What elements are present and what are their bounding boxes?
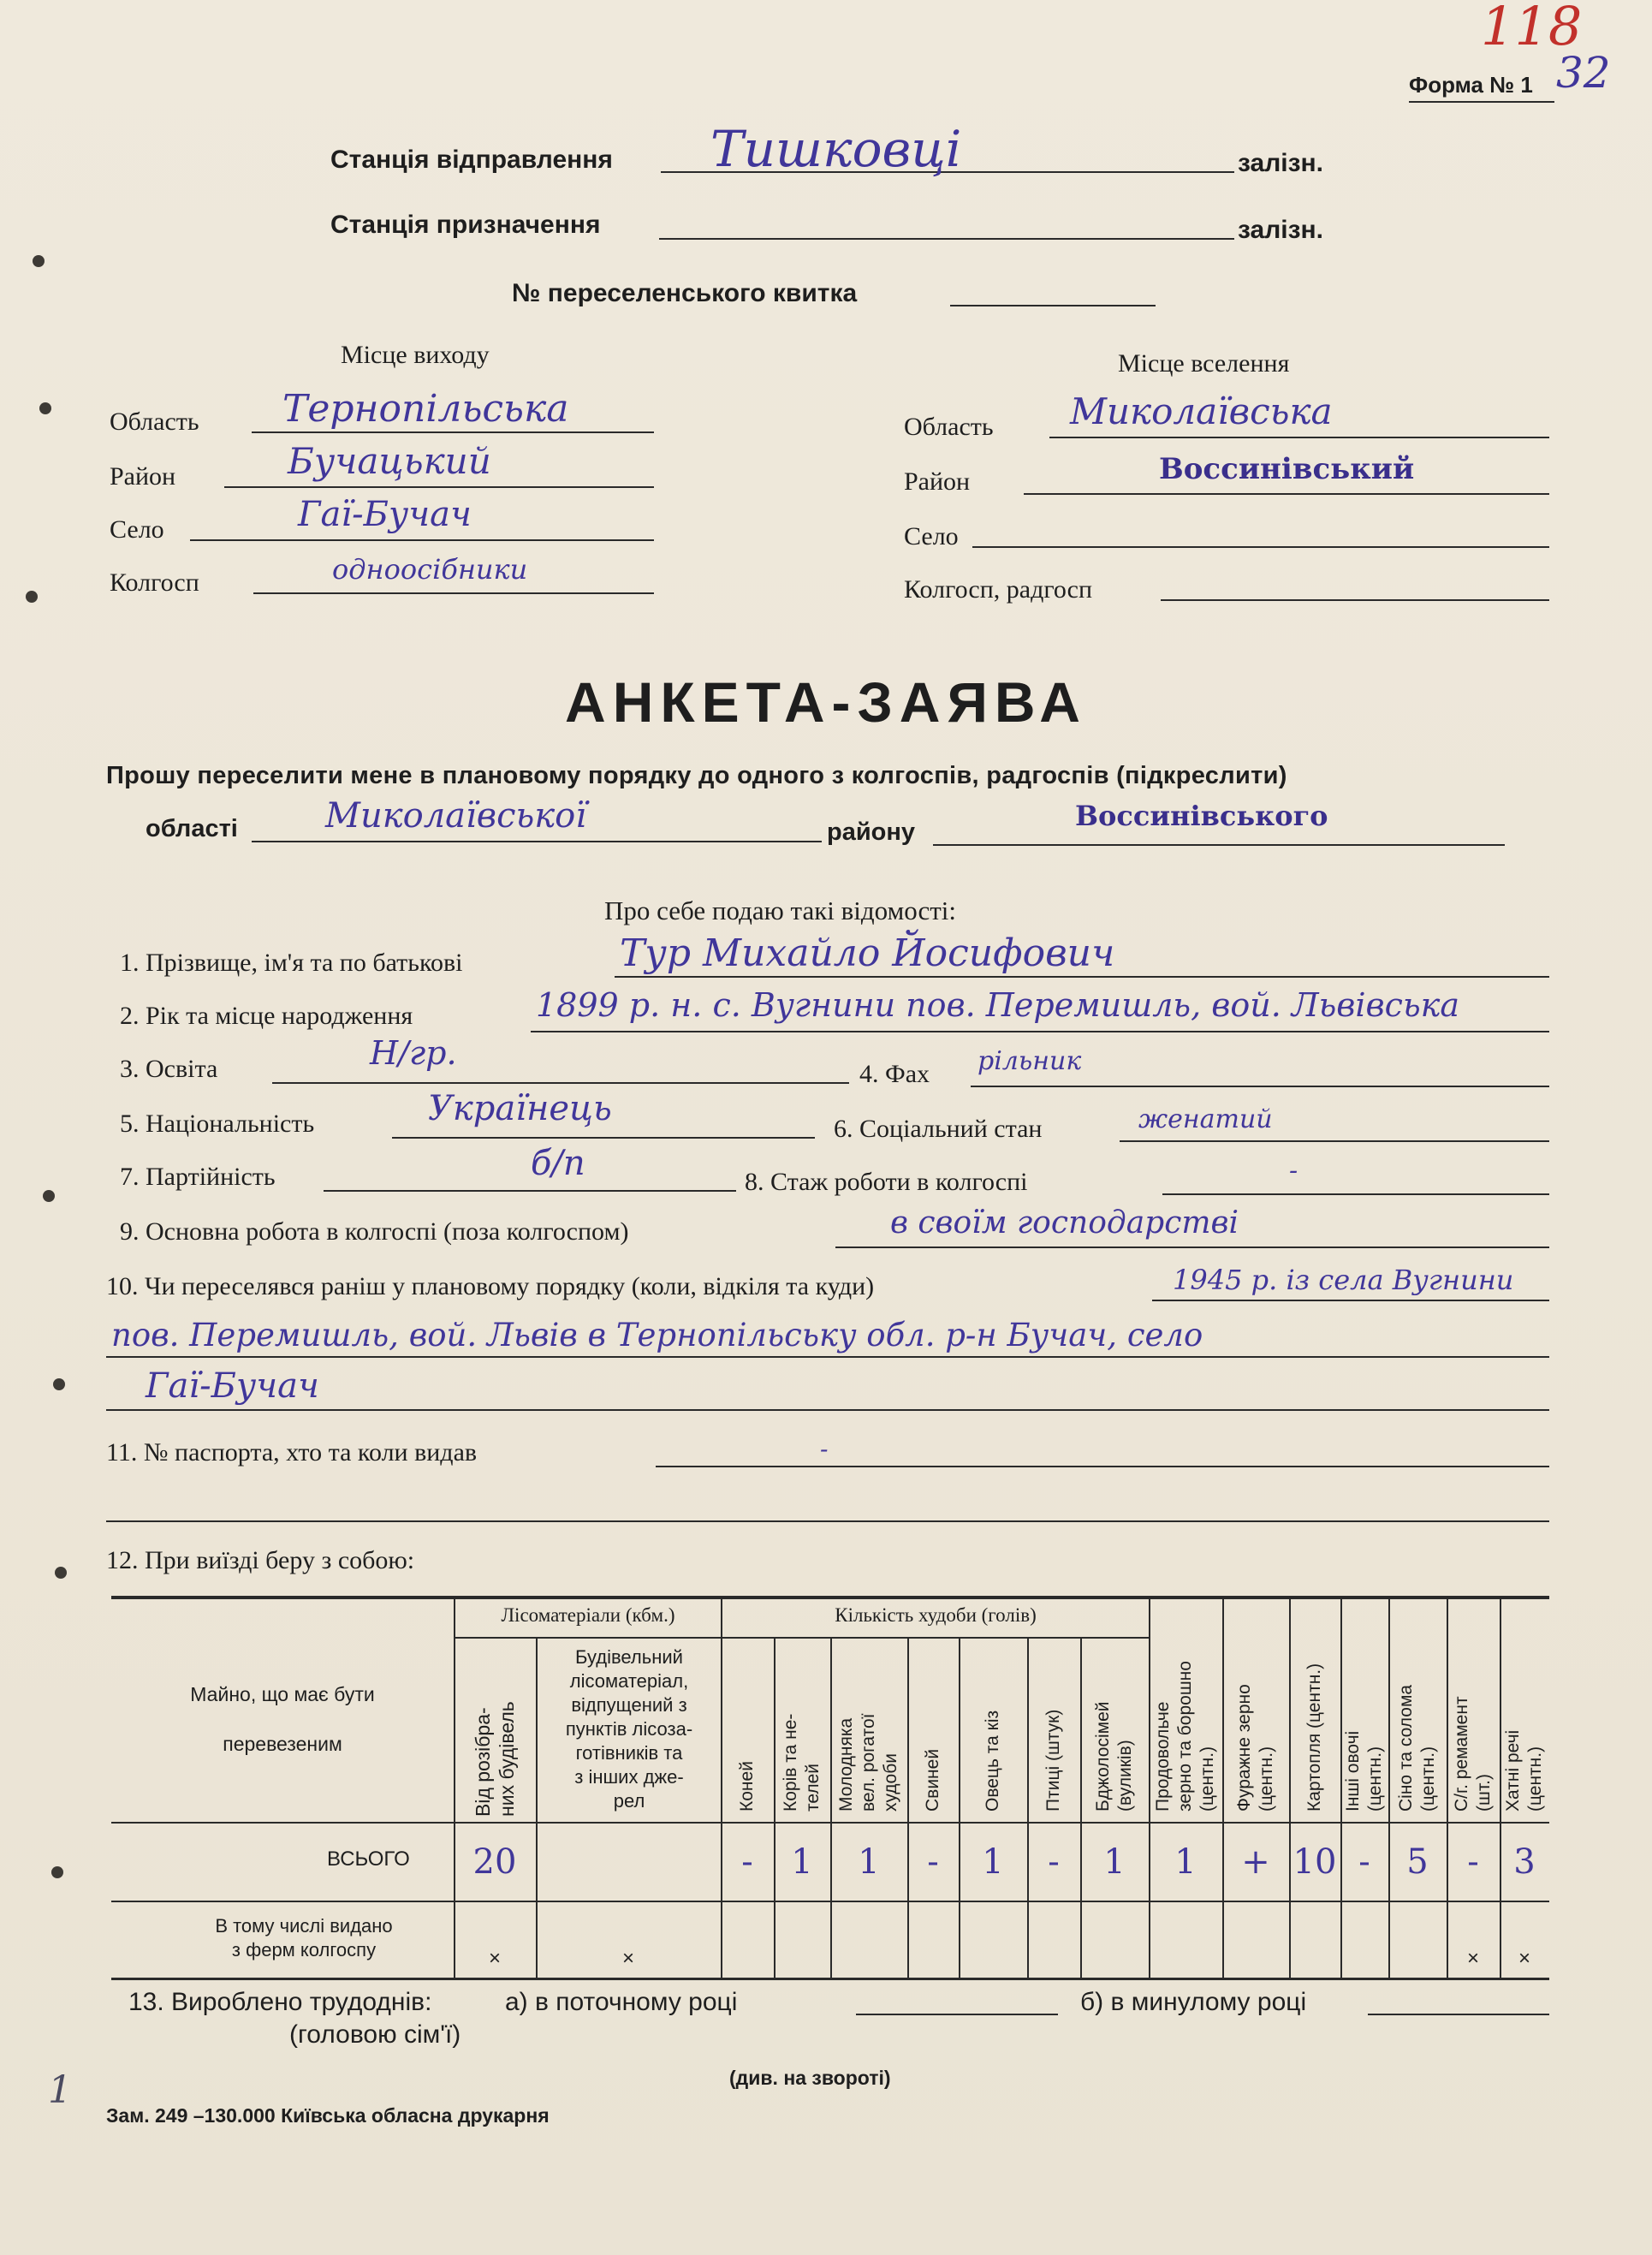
table-col-header-other-4 bbox=[1388, 1598, 1447, 1817]
destination-oblast-label: Область bbox=[904, 413, 994, 441]
header-line: (вуликів) bbox=[1115, 1740, 1135, 1812]
field-8-value: - bbox=[1289, 1156, 1298, 1186]
header-line: з інших дже- bbox=[574, 1766, 684, 1788]
field-12-label: 12. При виїзді беру з собою: bbox=[106, 1546, 415, 1574]
field-10-line-2 bbox=[106, 1356, 1549, 1358]
table-cell-row_total: 1 bbox=[791, 1842, 813, 1882]
archive-number-top: 118 bbox=[1481, 0, 1583, 57]
field-9-value: в своїм господарстві bbox=[890, 1205, 1239, 1241]
ticket-line bbox=[950, 305, 1156, 306]
request-raion-label: району bbox=[827, 818, 916, 846]
table-cell-row_total: - bbox=[1048, 1842, 1060, 1882]
punch-hole bbox=[55, 1567, 67, 1579]
field-11-line-2 bbox=[106, 1520, 1549, 1522]
request-oblast-value: Миколаївської bbox=[325, 796, 587, 836]
punch-hole bbox=[39, 402, 51, 414]
origin-kolhosp-label: Колгосп bbox=[110, 568, 199, 597]
header-line: Фуражне зерно bbox=[1234, 1684, 1254, 1812]
header-line: телей bbox=[803, 1763, 823, 1812]
field-7-label: 7. Партійність bbox=[120, 1163, 276, 1191]
field-6-value: женатий bbox=[1138, 1104, 1273, 1134]
header-line: худоби bbox=[881, 1753, 900, 1812]
origin-selo-label: Село bbox=[110, 515, 164, 544]
table-col-header-text bbox=[1451, 1601, 1495, 1812]
field-10-value-2: пов. Перемишль, вой. Львів в Тернопільську обл. р-н Бучач, село bbox=[111, 1317, 1203, 1354]
destination-selo-line bbox=[972, 546, 1549, 548]
destination-raion-label: Район bbox=[904, 467, 971, 496]
field-8-label: 8. Стаж роботи в колгоспі bbox=[745, 1168, 1028, 1196]
table-cell-row_total: 3 bbox=[1513, 1842, 1536, 1882]
workdays-sub-label: (головою сім'ї) bbox=[289, 2020, 461, 2049]
table-main-header-line: перевезеним bbox=[223, 1733, 342, 1755]
punch-hole bbox=[26, 591, 38, 603]
field-10-line-1 bbox=[1152, 1300, 1549, 1301]
header-line: Коней bbox=[737, 1761, 757, 1812]
workdays-previous-label: б) в минулому році bbox=[1080, 1988, 1307, 2016]
header-line: Свиней bbox=[923, 1748, 942, 1812]
table-cell-row_total: - bbox=[927, 1842, 939, 1882]
field-10-value-3: Гаї-Бучач bbox=[146, 1366, 319, 1406]
field-11-label: 11. № паспорта, хто та коли видав bbox=[106, 1438, 478, 1467]
header-line: Корів та не- bbox=[781, 1713, 800, 1812]
header-line: вел. рогатої bbox=[859, 1713, 878, 1812]
table-col-header-text bbox=[1233, 1601, 1278, 1812]
form-number-underline bbox=[1409, 101, 1554, 103]
table-col-header-text bbox=[1092, 1642, 1137, 1812]
table-cell-row_total: 1 bbox=[982, 1842, 1004, 1882]
table-cell-row_total: 1 bbox=[858, 1842, 880, 1882]
table-col-header-other-2 bbox=[1289, 1598, 1340, 1817]
origin-selo-value: Гаї-Бучач bbox=[298, 495, 472, 534]
destination-raion-line bbox=[1024, 493, 1549, 495]
table-col-header-livestock-1 bbox=[774, 1639, 830, 1817]
origin-raion-label: Район bbox=[110, 462, 176, 491]
table-cell-row_total: 1 bbox=[1174, 1842, 1197, 1882]
header-line: Від розібра- bbox=[472, 1707, 494, 1817]
header-line: рел bbox=[613, 1790, 645, 1812]
header-line: (центн.) bbox=[1257, 1746, 1276, 1812]
header-line: Овець та кіз bbox=[983, 1710, 1002, 1812]
header-line: Бджолосімей bbox=[1093, 1701, 1113, 1812]
table-cell-row_total: + bbox=[1241, 1842, 1270, 1882]
workdays-current-line bbox=[856, 2014, 1058, 2015]
field-10-label: 10. Чи переселявся раніш у плановому порядку (коли, відкіля та куди) bbox=[106, 1272, 875, 1300]
departure-station-value: Тишковці bbox=[710, 120, 962, 178]
field-4-value: рільник bbox=[978, 1046, 1082, 1076]
field-6-line bbox=[1120, 1140, 1549, 1142]
destination-heading: Місце вселення bbox=[1118, 349, 1290, 378]
table-row-farm-label bbox=[171, 1914, 437, 1962]
origin-oblast-line bbox=[252, 431, 654, 433]
table-cell-row_farm: × bbox=[488, 1947, 501, 1970]
destination-selo-label: Село bbox=[904, 522, 959, 550]
table-col-header-other-1 bbox=[1222, 1598, 1289, 1817]
row-label-line: В тому числі видано bbox=[215, 1915, 393, 1937]
table-col-header-text bbox=[982, 1642, 1004, 1812]
destination-kolhosp-label: Колгосп, радгосп bbox=[904, 575, 1093, 604]
field-11-line-1 bbox=[656, 1466, 1549, 1467]
punch-hole bbox=[43, 1190, 55, 1202]
table-col-header-text bbox=[736, 1642, 758, 1812]
header-line: готівників та bbox=[575, 1742, 683, 1764]
header-line: (центн.) bbox=[1365, 1746, 1385, 1812]
field-10-value-1: 1945 р. із села Вугнини bbox=[1173, 1264, 1514, 1296]
table-bottom-border bbox=[111, 1978, 1549, 1980]
destination-kolhosp-line bbox=[1161, 599, 1549, 601]
request-text: Прошу переселити мене в плановому порядку до одного з колгоспів, радгоспів (підкреслити) bbox=[106, 762, 1287, 789]
table-cell-row_total: - bbox=[1467, 1842, 1479, 1882]
field-8-line bbox=[1162, 1193, 1549, 1195]
header-line: Птиці (штук) bbox=[1043, 1709, 1063, 1812]
turn-over-note: (див. на звороті) bbox=[729, 2067, 891, 2089]
table-cell-row_farm: × bbox=[1466, 1947, 1479, 1970]
field-5-value: Українець bbox=[428, 1089, 612, 1128]
field-3-value: Н/гр. bbox=[370, 1034, 457, 1072]
info-heading: Про себе подаю такі відомості: bbox=[604, 895, 957, 925]
row-label-line: з ферм колгоспу bbox=[231, 1939, 377, 1960]
form-title: АНКЕТА-ЗАЯВА bbox=[565, 670, 1087, 734]
origin-oblast-value: Тернопільська bbox=[282, 387, 569, 431]
table-col-header-text bbox=[471, 1642, 519, 1817]
destination-station-label: Станція призначення bbox=[330, 211, 601, 239]
header-line: пунктів лісоза- bbox=[565, 1718, 693, 1740]
header-line: Хатні речі bbox=[1503, 1729, 1523, 1812]
destination-railway-suffix: залізн. bbox=[1238, 216, 1323, 244]
field-2-label: 2. Рік та місце народження bbox=[120, 1002, 413, 1030]
archive-number-side: 32 bbox=[1556, 48, 1611, 98]
table-cell-row_total: 5 bbox=[1406, 1842, 1429, 1882]
origin-heading: Місце виходу bbox=[341, 341, 490, 369]
workdays-label: 13. Вироблено трудоднів: bbox=[128, 1988, 432, 2016]
header-line: Продовольче bbox=[1153, 1701, 1173, 1812]
table-cell-row_total: - bbox=[741, 1842, 753, 1882]
header-line: Картопля (центн.) bbox=[1304, 1663, 1324, 1812]
table-main-header bbox=[128, 1669, 437, 1769]
workdays-current-label: а) в поточному році bbox=[505, 1988, 738, 2016]
table-col-header-livestock-4 bbox=[959, 1639, 1027, 1817]
origin-kolhosp-line bbox=[253, 592, 654, 594]
request-raion-line bbox=[933, 844, 1505, 846]
punch-hole bbox=[53, 1378, 65, 1390]
request-oblast-line bbox=[252, 841, 822, 842]
header-line: (центн.) bbox=[1197, 1746, 1217, 1812]
header-line: лісоматеріал, bbox=[569, 1670, 689, 1692]
table-col-header-timber-2 bbox=[538, 1645, 721, 1813]
header-line: Молодняка bbox=[836, 1717, 856, 1812]
field-10-line-3 bbox=[106, 1409, 1549, 1411]
table-cell-row_total: 10 bbox=[1292, 1842, 1337, 1882]
header-line: (центн.) bbox=[1525, 1746, 1545, 1812]
field-2-value: 1899 р. н. с. Вугнини пов. Перемишль, вой. Львівська bbox=[536, 986, 1459, 1024]
table-col-header-text bbox=[1395, 1601, 1440, 1812]
table-group-timber: Лісоматеріали (кбм.) bbox=[501, 1604, 675, 1626]
table-col-header-other-3 bbox=[1340, 1598, 1388, 1817]
origin-raion-line bbox=[224, 486, 654, 488]
table-col-header-text bbox=[1152, 1601, 1219, 1812]
table-cell-row_farm: × bbox=[621, 1947, 634, 1970]
punch-hole bbox=[51, 1866, 63, 1878]
margin-mark: 1 bbox=[48, 2068, 72, 2112]
request-raion-value: Воссинівського bbox=[1075, 800, 1328, 832]
table-col-header-livestock-6 bbox=[1080, 1639, 1149, 1817]
workdays-previous-line bbox=[1368, 2014, 1549, 2015]
table-col-header-livestock-5 bbox=[1027, 1639, 1080, 1817]
field-9-label: 9. Основна робота в колгоспі (поза колгоспом) bbox=[120, 1217, 629, 1246]
field-4-label: 4. Фах bbox=[859, 1060, 930, 1088]
field-5-label: 5. Національність bbox=[120, 1110, 315, 1138]
table-cell-row_farm: × bbox=[1518, 1947, 1530, 1970]
header-line: зерно та борошно bbox=[1175, 1661, 1195, 1812]
header-line: Сіно та солома bbox=[1396, 1684, 1416, 1812]
table-col-header-text bbox=[780, 1642, 824, 1812]
origin-raion-value: Бучацький bbox=[288, 440, 491, 482]
header-line: (центн.) bbox=[1418, 1746, 1438, 1812]
header-line: відпущений з bbox=[571, 1694, 687, 1716]
field-1-value: Тур Михайло Йосифович bbox=[620, 931, 1115, 975]
field-3-line bbox=[272, 1082, 849, 1084]
table-col-header-other-6 bbox=[1500, 1598, 1549, 1817]
origin-oblast-label: Область bbox=[110, 408, 199, 436]
table-main-header-line: Майно, що має бути bbox=[190, 1683, 375, 1705]
departure-station-label: Станція відправлення bbox=[330, 146, 613, 174]
footer-printer: Зам. 249 –130.000 Київська обласна друкарня bbox=[106, 2104, 550, 2127]
table-col-header-text bbox=[1043, 1642, 1065, 1812]
header-line: (шт.) bbox=[1474, 1774, 1494, 1812]
table-group-livestock: Кількість худоби (голів) bbox=[835, 1604, 1037, 1626]
form-number: Форма № 1 bbox=[1409, 72, 1533, 98]
table-col-header-other-0 bbox=[1149, 1598, 1222, 1817]
table-row-total-label: ВСЬОГО bbox=[327, 1847, 410, 1871]
ticket-label: № переселенського квитка bbox=[512, 279, 858, 307]
request-oblast-label: області bbox=[146, 815, 238, 842]
field-3-label: 3. Освіта bbox=[120, 1055, 218, 1083]
field-9-line bbox=[835, 1246, 1549, 1248]
destination-raion-value: Воссинівський bbox=[1159, 452, 1415, 486]
field-1-line bbox=[615, 976, 1549, 978]
table-cell-row_total: 20 bbox=[472, 1842, 517, 1882]
table-col-header-livestock-0 bbox=[721, 1639, 774, 1817]
table-col-header-livestock-3 bbox=[907, 1639, 959, 1817]
destination-oblast-value: Миколаївська bbox=[1070, 390, 1333, 432]
header-line: Інші овочі bbox=[1343, 1730, 1363, 1812]
field-7-line bbox=[324, 1190, 736, 1192]
destination-station-line bbox=[659, 238, 1234, 240]
field-4-line bbox=[971, 1086, 1549, 1087]
field-2-line bbox=[531, 1031, 1549, 1032]
table-col-header-text bbox=[1342, 1601, 1387, 1812]
field-1-label: 1. Прізвище, ім'я та по батькові bbox=[120, 949, 463, 977]
origin-kolhosp-value: одноосібники bbox=[332, 553, 528, 586]
destination-oblast-line bbox=[1049, 437, 1549, 438]
table-col-header-text bbox=[922, 1642, 944, 1812]
table-col-header-other-5 bbox=[1447, 1598, 1500, 1817]
table-col-header-text bbox=[1304, 1601, 1326, 1812]
table-cell-row_total: 1 bbox=[1103, 1842, 1126, 1882]
header-line: Будівельний bbox=[575, 1646, 683, 1668]
header-line: С/г. ремамент bbox=[1452, 1696, 1471, 1812]
table-cell-row_total: - bbox=[1358, 1842, 1370, 1882]
origin-selo-line bbox=[190, 539, 654, 541]
table-col-header-text bbox=[835, 1642, 902, 1812]
table-col-header-text bbox=[1502, 1601, 1547, 1812]
header-line: них будівель bbox=[496, 1701, 518, 1817]
field-11-value: - bbox=[820, 1435, 829, 1463]
field-6-label: 6. Соціальний стан bbox=[834, 1115, 1043, 1143]
departure-railway-suffix: залізн. bbox=[1238, 149, 1323, 177]
table-col-header-timber-1 bbox=[454, 1639, 536, 1820]
field-7-value: б/п bbox=[531, 1144, 585, 1183]
field-5-line bbox=[392, 1137, 815, 1139]
punch-hole bbox=[33, 255, 45, 267]
table-col-header-livestock-2 bbox=[830, 1639, 907, 1817]
